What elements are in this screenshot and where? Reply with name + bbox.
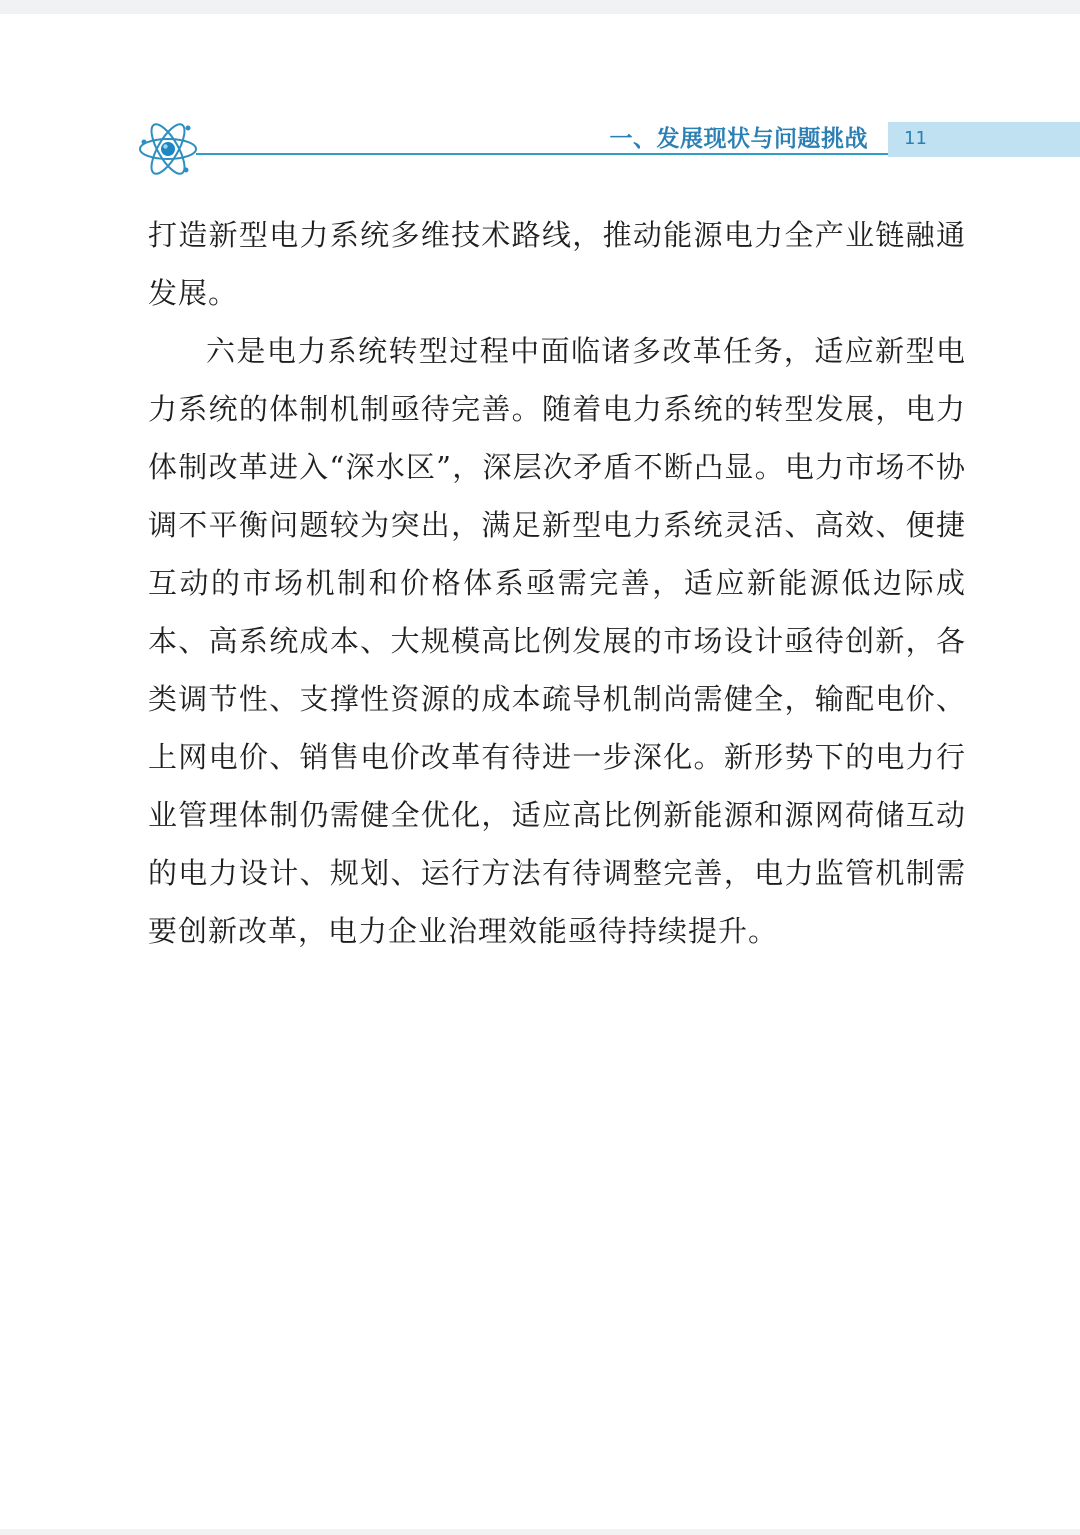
page-number: 11 — [904, 128, 927, 149]
header-rule — [196, 153, 888, 155]
paragraph-reform-tasks: 六是电力系统转型过程中面临诸多改革任务，适应新型电力系统的体制机制亟待完善。随着电力系统的转型发展，电力体制改革进入“深水区”，深层次矛盾不断凸显。电力市场不协调不平衡问题较为突出，满足新型电力系统灵活、高效、便捷互动的市场机制和价格体系亟需完善，适应新能源低边际成本、高系统成本、大规模高比例发展的市场设计亟待创新，各类调节性、支撑性资源的成本疏导机制尚需健全，输配电价、上网电价、销售电价改革有待进一步深化。新形势下的电力行业管理体制仍需健全优化，适应高比例新能源和源网荷储互动的电力设计、规划、运行方法有待调整完善，电力监管机制需要创新改革，电力企业治理效能亟待持续提升。 — [148, 334, 966, 948]
running-header — [0, 110, 1080, 190]
body-text — [148, 206, 966, 960]
section-title: 一、发展现状与问题挑战 — [609, 126, 868, 152]
atom-icon — [136, 116, 200, 180]
top-margin-band — [0, 0, 1080, 14]
paragraph-continuation: 打造新型电力系统多维技术路线，推动能源电力全产业链融通发展。 — [148, 218, 966, 310]
page-number-tab — [888, 122, 1080, 157]
bottom-margin-band — [0, 1529, 1080, 1535]
